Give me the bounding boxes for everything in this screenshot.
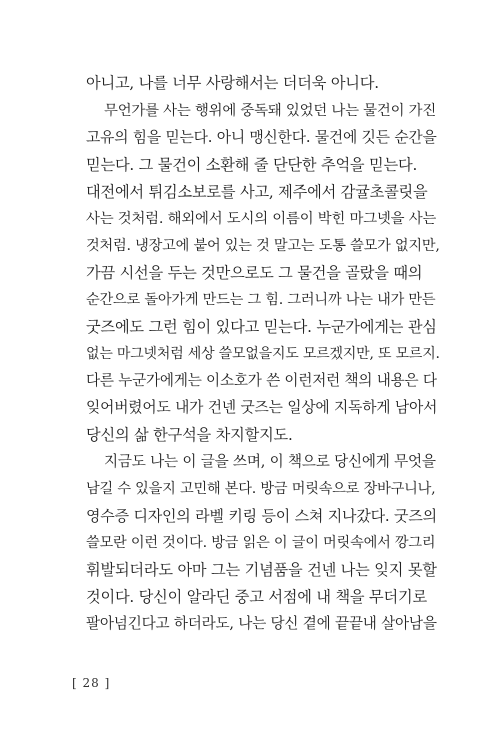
body-line-12: 다른 누군가에게는 이소호가 쓴 이런저런 책의 내용은 다 <box>86 372 437 389</box>
body-line-15: 지금도 나는 이 글을 쓰며, 이 책으로 당신에게 무엇을 <box>104 453 436 470</box>
body-line-7: 것처럼. 냉장고에 붙어 있는 것 말고는 도통 쓸모가 없지만, <box>86 238 440 254</box>
body-line-16: 남길 수 있을지 고민해 본다. 방금 머릿속으로 장바구니나, <box>86 481 436 497</box>
body-line-4: 믿는다. 그 물건이 소환해 줄 단단한 추억을 믿는다. <box>86 156 418 174</box>
page-number <box>72 676 110 690</box>
body-line-5: 대전에서 튀김소보로를 사고, 제주에서 감귤초콜릿을 <box>86 183 428 201</box>
body-line-19: 휘발되더라도 아마 그는 기념품을 건넨 나는 잊지 못할 <box>86 561 437 579</box>
body-line-2: 무언가를 사는 행위에 중독돼 있었던 나는 물건이 가진 <box>104 103 437 119</box>
folio-bracket-left: [ <box>72 676 83 690</box>
body-line-14: 당신의 삶 한구석을 차지할지도. <box>86 426 293 444</box>
body-line-1: 아니고, 나를 너무 사랑해서는 더더욱 아니다. <box>86 74 379 92</box>
body-line-18: 쓸모란 이런 것이다. 방금 읽은 이 글이 머릿속에서 깡그리 <box>86 535 436 551</box>
body-line-6: 사는 것처럼. 해외에서 도시의 이름이 박힌 마그넷을 사는 <box>86 211 437 227</box>
body-line-10: 굿즈에도 그런 힘이 있다고 믿는다. 누군가에게는 관심 <box>86 318 437 336</box>
page-number-value: 28 <box>82 676 100 690</box>
body-line-17: 영수증 디자인의 라벨 키링 등이 스쳐 지나갔다. 굿즈의 <box>86 507 437 525</box>
body-line-21: 팔아넘긴다고 하더라도, 나는 당신 곁에 끝끝내 살아남을 <box>86 615 437 632</box>
body-line-8: 가끔 시선을 두는 것만으로도 그 물건을 골랐을 때의 <box>86 264 423 282</box>
body-line-9: 순간으로 돌아가게 만드는 그 힘. 그러니까 나는 내가 만든 <box>86 292 436 308</box>
folio-bracket-right: ] <box>99 676 111 690</box>
body-line-20: 것이다. 당신이 알라딘 중고 서점에 내 책을 무더기로 <box>86 588 427 606</box>
body-line-11: 없는 마그넷처럼 세상 쓸모없을지도 모르겠지만, 또 모르지. <box>86 346 440 362</box>
body-line-13: 잊어버렸어도 내가 건넨 굿즈는 일상에 지독하게 남아서 <box>86 399 438 416</box>
body-line-3: 고유의 힘을 믿는다. 아니 맹신한다. 물건에 깃든 순간을 <box>86 129 437 146</box>
